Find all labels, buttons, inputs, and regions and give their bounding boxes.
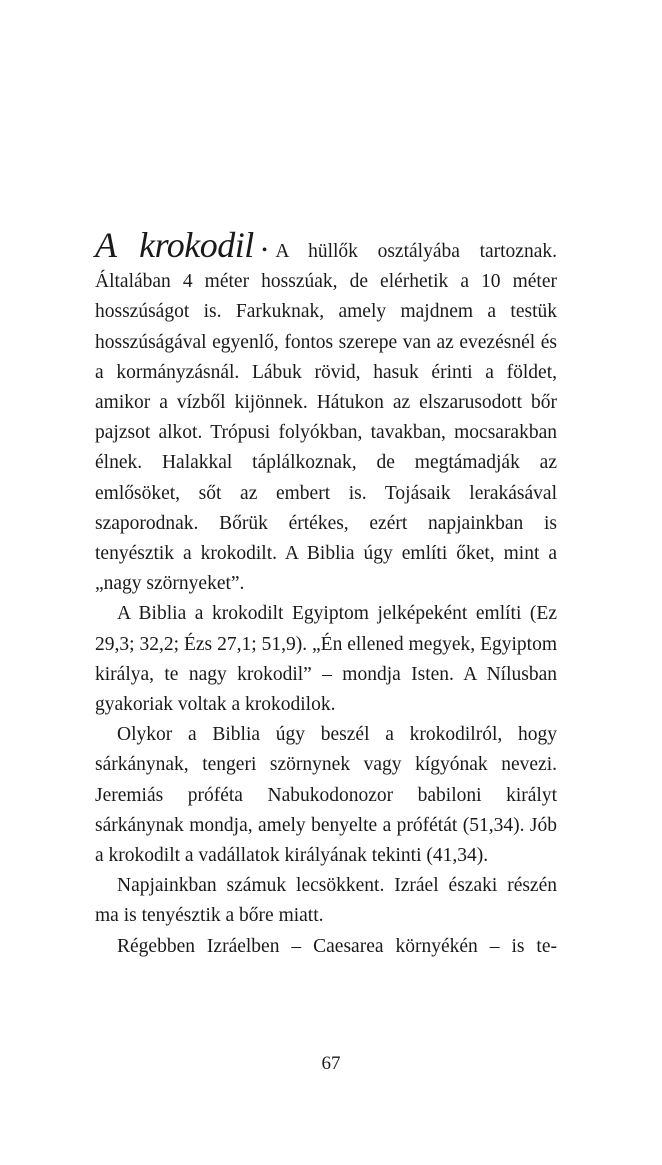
paragraph-napjainkban: Napjainkban számuk lecsökkent. Izráel északi részén ma is tenyésztik a bőre miatt. [95, 875, 557, 927]
paragraph-regebben: Régebben Izráelben – Caesarea környékén – is te- [117, 935, 557, 957]
paragraph-sarkany: Olykor a Biblia úgy beszél a krokodilról, hogy sárkánynak, tengeri szörnynek vagy kígyónak nevezi. Jeremiás próféta Nabukodonozor babiloni királyt sárkánynak mondja, amely benyelte a prófétát (51,34). Jób a krokodilt a vadállatok királyának tekinti (41,34). [95, 724, 557, 867]
entry-title: A krokodil [95, 225, 254, 265]
bullet-separator: • [261, 242, 268, 259]
paragraph-egyiptom: A Biblia a krokodilt Egyiptom jelképeként említi (Ez 29,3; 32,2; Ézs 27,1; 51,9). „Én ellened megyek, Egyiptom királya, te nagy krokodil” – mondja Isten. A Nílusban gyakoriak voltak a krokodilok. [95, 603, 557, 716]
page-number: 67 [321, 1053, 341, 1074]
article-text [95, 225, 557, 962]
intro-text: A hüllők osztályába tartoznak. Általában 4 méter hosszúak, de elérhetik a 10 méter hosszúságot is. Farkuknak, amely majdnem a testük hosszúságával egyenlő, fontos szerepe van az evezésnél és a kormányzásnál. Lábuk rövid, hasuk érinti a földet, amikor a vízből kijönnek. Hátukon az elszarusodott bőr pajzsot alkot. Trópusi folyókban, tavakban, mocsarakban élnek. Halakkal táplálkoznak, de megtámadják az emlősöket, sőt az embert is. Tojásaik lerakásával szaporodnak. Bőrük értékes, ezért napjainkban is tenyésztik a krokodilt. A Biblia úgy említi őket, mint a „nagy szörnyeket”. [95, 241, 557, 595]
page-body [95, 225, 557, 962]
intro-paragraph [95, 225, 557, 599]
